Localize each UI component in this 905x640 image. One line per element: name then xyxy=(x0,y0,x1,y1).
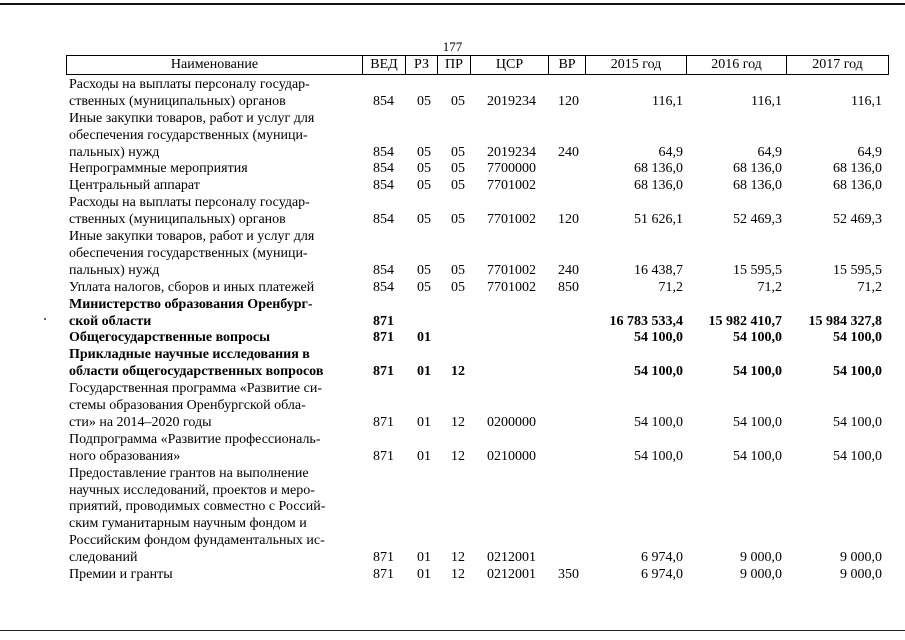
row-ved: 854 xyxy=(373,93,394,109)
row-y2016: 9 000,0 xyxy=(740,567,782,582)
row-y2015: 68 136,0 xyxy=(634,161,683,177)
row-csr: 7700000 xyxy=(487,161,536,177)
header-vr: ВР xyxy=(548,56,585,74)
header-ved: ВЕД xyxy=(362,56,405,74)
row-rz: 01 xyxy=(417,330,431,346)
header-name: Наименование xyxy=(66,56,362,74)
row-y2015: 6 974,0 xyxy=(641,567,683,582)
row-y2016: 15 595,5 xyxy=(733,262,782,278)
row-pr: 05 xyxy=(451,161,465,177)
row-pr: 12 xyxy=(451,364,465,380)
row-pr: 05 xyxy=(451,93,465,109)
row-vr: 120 xyxy=(558,212,579,228)
row-y2016: 54 100,0 xyxy=(733,414,782,430)
row-y2015: 71,2 xyxy=(658,279,683,295)
row-y2016: 15 982 410,7 xyxy=(708,313,782,329)
row-ved: 854 xyxy=(373,161,394,177)
row-vr: 240 xyxy=(558,262,579,278)
row-y2016: 71,2 xyxy=(757,279,782,295)
row-y2015: 54 100,0 xyxy=(634,330,683,346)
budget-table-body xyxy=(0,77,905,584)
row-y2016: 54 100,0 xyxy=(733,364,782,380)
row-ved: 854 xyxy=(373,144,394,160)
row-rz: 05 xyxy=(417,279,431,295)
table-row xyxy=(0,466,905,567)
row-y2016: 54 100,0 xyxy=(733,330,782,346)
row-y2015: 54 100,0 xyxy=(634,414,683,430)
row-ved: 871 xyxy=(373,448,394,464)
row-y2017: 15 984 327,8 xyxy=(808,313,882,329)
row-rz: 05 xyxy=(417,93,431,109)
row-y2015: 116,1 xyxy=(652,93,683,109)
row-ved: 854 xyxy=(373,279,394,295)
row-pr: 12 xyxy=(451,414,465,430)
header-pr: ПР xyxy=(437,56,470,74)
header-csr: ЦСР xyxy=(470,56,548,74)
row-y2015: 16 783 533,4 xyxy=(609,313,683,329)
table-row xyxy=(0,297,905,331)
row-y2016: 64,9 xyxy=(757,144,782,160)
row-pr: 05 xyxy=(451,178,465,194)
row-y2017: 68 136,0 xyxy=(833,161,882,177)
row-name: Прикладные научные исследования в области общегосударственных вопросов xyxy=(69,347,324,380)
row-ved: 854 xyxy=(373,262,394,278)
row-vr: 120 xyxy=(558,93,579,109)
row-pr: 12 xyxy=(451,567,465,582)
bottom-scan-border xyxy=(0,630,905,631)
row-y2017: 116,1 xyxy=(851,93,882,109)
row-y2015: 68 136,0 xyxy=(634,178,683,194)
top-scan-border xyxy=(0,3,905,5)
row-rz: 01 xyxy=(417,448,431,464)
table-row xyxy=(0,567,905,584)
header-2016: 2016 год xyxy=(686,56,786,74)
row-y2017: 15 595,5 xyxy=(833,262,882,278)
row-csr: 7701002 xyxy=(487,262,536,278)
row-ved: 871 xyxy=(373,414,394,430)
row-pr: 05 xyxy=(451,279,465,295)
row-ved: 854 xyxy=(373,178,394,194)
row-rz: 05 xyxy=(417,161,431,177)
row-y2016: 68 136,0 xyxy=(733,178,782,194)
row-csr: 2019234 xyxy=(487,144,536,160)
table-row xyxy=(0,330,905,347)
table-row xyxy=(0,161,905,178)
row-name: Подпрограмма «Развитие профессиональ- ного образования» xyxy=(69,431,321,464)
header-2015: 2015 год xyxy=(585,56,686,74)
row-csr: 0210000 xyxy=(487,448,536,464)
row-csr: 7701002 xyxy=(487,212,536,228)
row-y2017: 71,2 xyxy=(857,279,882,295)
row-pr: 12 xyxy=(451,550,465,566)
row-name: Премии и гранты xyxy=(69,567,173,582)
table-row xyxy=(0,280,905,297)
row-csr: 2019234 xyxy=(487,93,536,109)
row-y2017: 54 100,0 xyxy=(833,414,882,430)
row-vr: 240 xyxy=(558,144,579,160)
table-row xyxy=(0,381,905,432)
row-ved: 871 xyxy=(373,567,394,582)
row-rz: 01 xyxy=(417,414,431,430)
row-name: Предоставление грантов на выполнение научных исследований, проектов и меро- приятий, проводимых совместно с Россий- ским гуманитарным научным фондом и Российским фондом фундаментальных ис- следований xyxy=(69,465,326,566)
row-csr: 0212001 xyxy=(487,567,536,582)
row-y2015: 64,9 xyxy=(658,144,683,160)
row-y2016: 116,1 xyxy=(751,93,782,109)
row-y2016: 52 469,3 xyxy=(733,212,782,228)
row-ved: 871 xyxy=(373,313,394,329)
row-rz: 01 xyxy=(417,567,431,582)
table-row xyxy=(0,195,905,229)
row-ved: 871 xyxy=(373,364,394,380)
row-pr: 12 xyxy=(451,448,465,464)
row-y2017: 68 136,0 xyxy=(833,178,882,194)
row-y2015: 54 100,0 xyxy=(634,448,683,464)
row-ved: 871 xyxy=(373,330,394,346)
page-number: 177 xyxy=(442,39,463,54)
row-name: Общегосударственные вопросы xyxy=(69,330,271,346)
table-row xyxy=(0,178,905,195)
row-name: Иные закупки товаров, работ и услуг для обеспечения государственных (муници- пальных) нужд xyxy=(69,229,315,278)
row-name: Уплата налогов, сборов и иных платежей xyxy=(69,279,315,295)
table-row xyxy=(0,111,905,162)
row-pr: 05 xyxy=(451,144,465,160)
row-rz: 05 xyxy=(417,262,431,278)
row-y2017: 52 469,3 xyxy=(833,212,882,228)
row-pr: 05 xyxy=(451,262,465,278)
row-y2017: 9 000,0 xyxy=(840,550,882,566)
row-y2017: 64,9 xyxy=(857,144,882,160)
row-name: Центральный аппарат xyxy=(69,178,200,194)
header-2017: 2017 год xyxy=(786,56,889,74)
row-pr: 05 xyxy=(451,212,465,228)
row-y2015: 54 100,0 xyxy=(634,364,683,380)
table-header xyxy=(66,55,889,75)
row-y2016: 54 100,0 xyxy=(733,448,782,464)
row-vr: 850 xyxy=(558,279,579,295)
table-row xyxy=(0,347,905,381)
row-y2017: 54 100,0 xyxy=(833,330,882,346)
row-csr: 0200000 xyxy=(487,414,536,430)
row-y2017: 9 000,0 xyxy=(840,567,882,582)
header-rz: РЗ xyxy=(405,56,437,74)
table-row xyxy=(0,229,905,280)
row-csr: 7701002 xyxy=(487,279,536,295)
row-ved: 854 xyxy=(373,212,394,228)
row-rz: 05 xyxy=(417,144,431,160)
row-csr: 7701002 xyxy=(487,178,536,194)
row-y2016: 68 136,0 xyxy=(733,161,782,177)
row-rz: 01 xyxy=(417,364,431,380)
row-name: Непрограммные мероприятия xyxy=(69,161,248,177)
row-y2015: 6 974,0 xyxy=(641,550,683,566)
row-csr: 0212001 xyxy=(487,550,536,566)
row-ved: 871 xyxy=(373,550,394,566)
row-y2015: 16 438,7 xyxy=(634,262,683,278)
row-name: Министерство образования Оренбург- ской области xyxy=(69,296,313,329)
row-y2017: 54 100,0 xyxy=(833,364,882,380)
table-row xyxy=(0,77,905,111)
table-row xyxy=(0,432,905,466)
row-name: Иные закупки товаров, работ и услуг для обеспечения государственных (муници- пальных) нужд xyxy=(69,110,315,160)
row-y2015: 51 626,1 xyxy=(634,212,683,228)
row-name: Расходы на выплаты персоналу государ- ственных (муниципальных) органов xyxy=(69,77,310,109)
row-rz: 05 xyxy=(417,178,431,194)
row-name: Государственная программа «Развитие си- стемы образования Оренбургской обла- сти» на 2014–2020 годы xyxy=(69,381,323,430)
row-rz: 05 xyxy=(417,212,431,228)
row-y2017: 54 100,0 xyxy=(833,448,882,464)
row-vr: 350 xyxy=(558,567,579,582)
row-y2016: 9 000,0 xyxy=(740,550,782,566)
row-name: Расходы на выплаты персоналу государ- ственных (муниципальных) органов xyxy=(69,195,310,228)
row-rz: 01 xyxy=(417,550,431,566)
